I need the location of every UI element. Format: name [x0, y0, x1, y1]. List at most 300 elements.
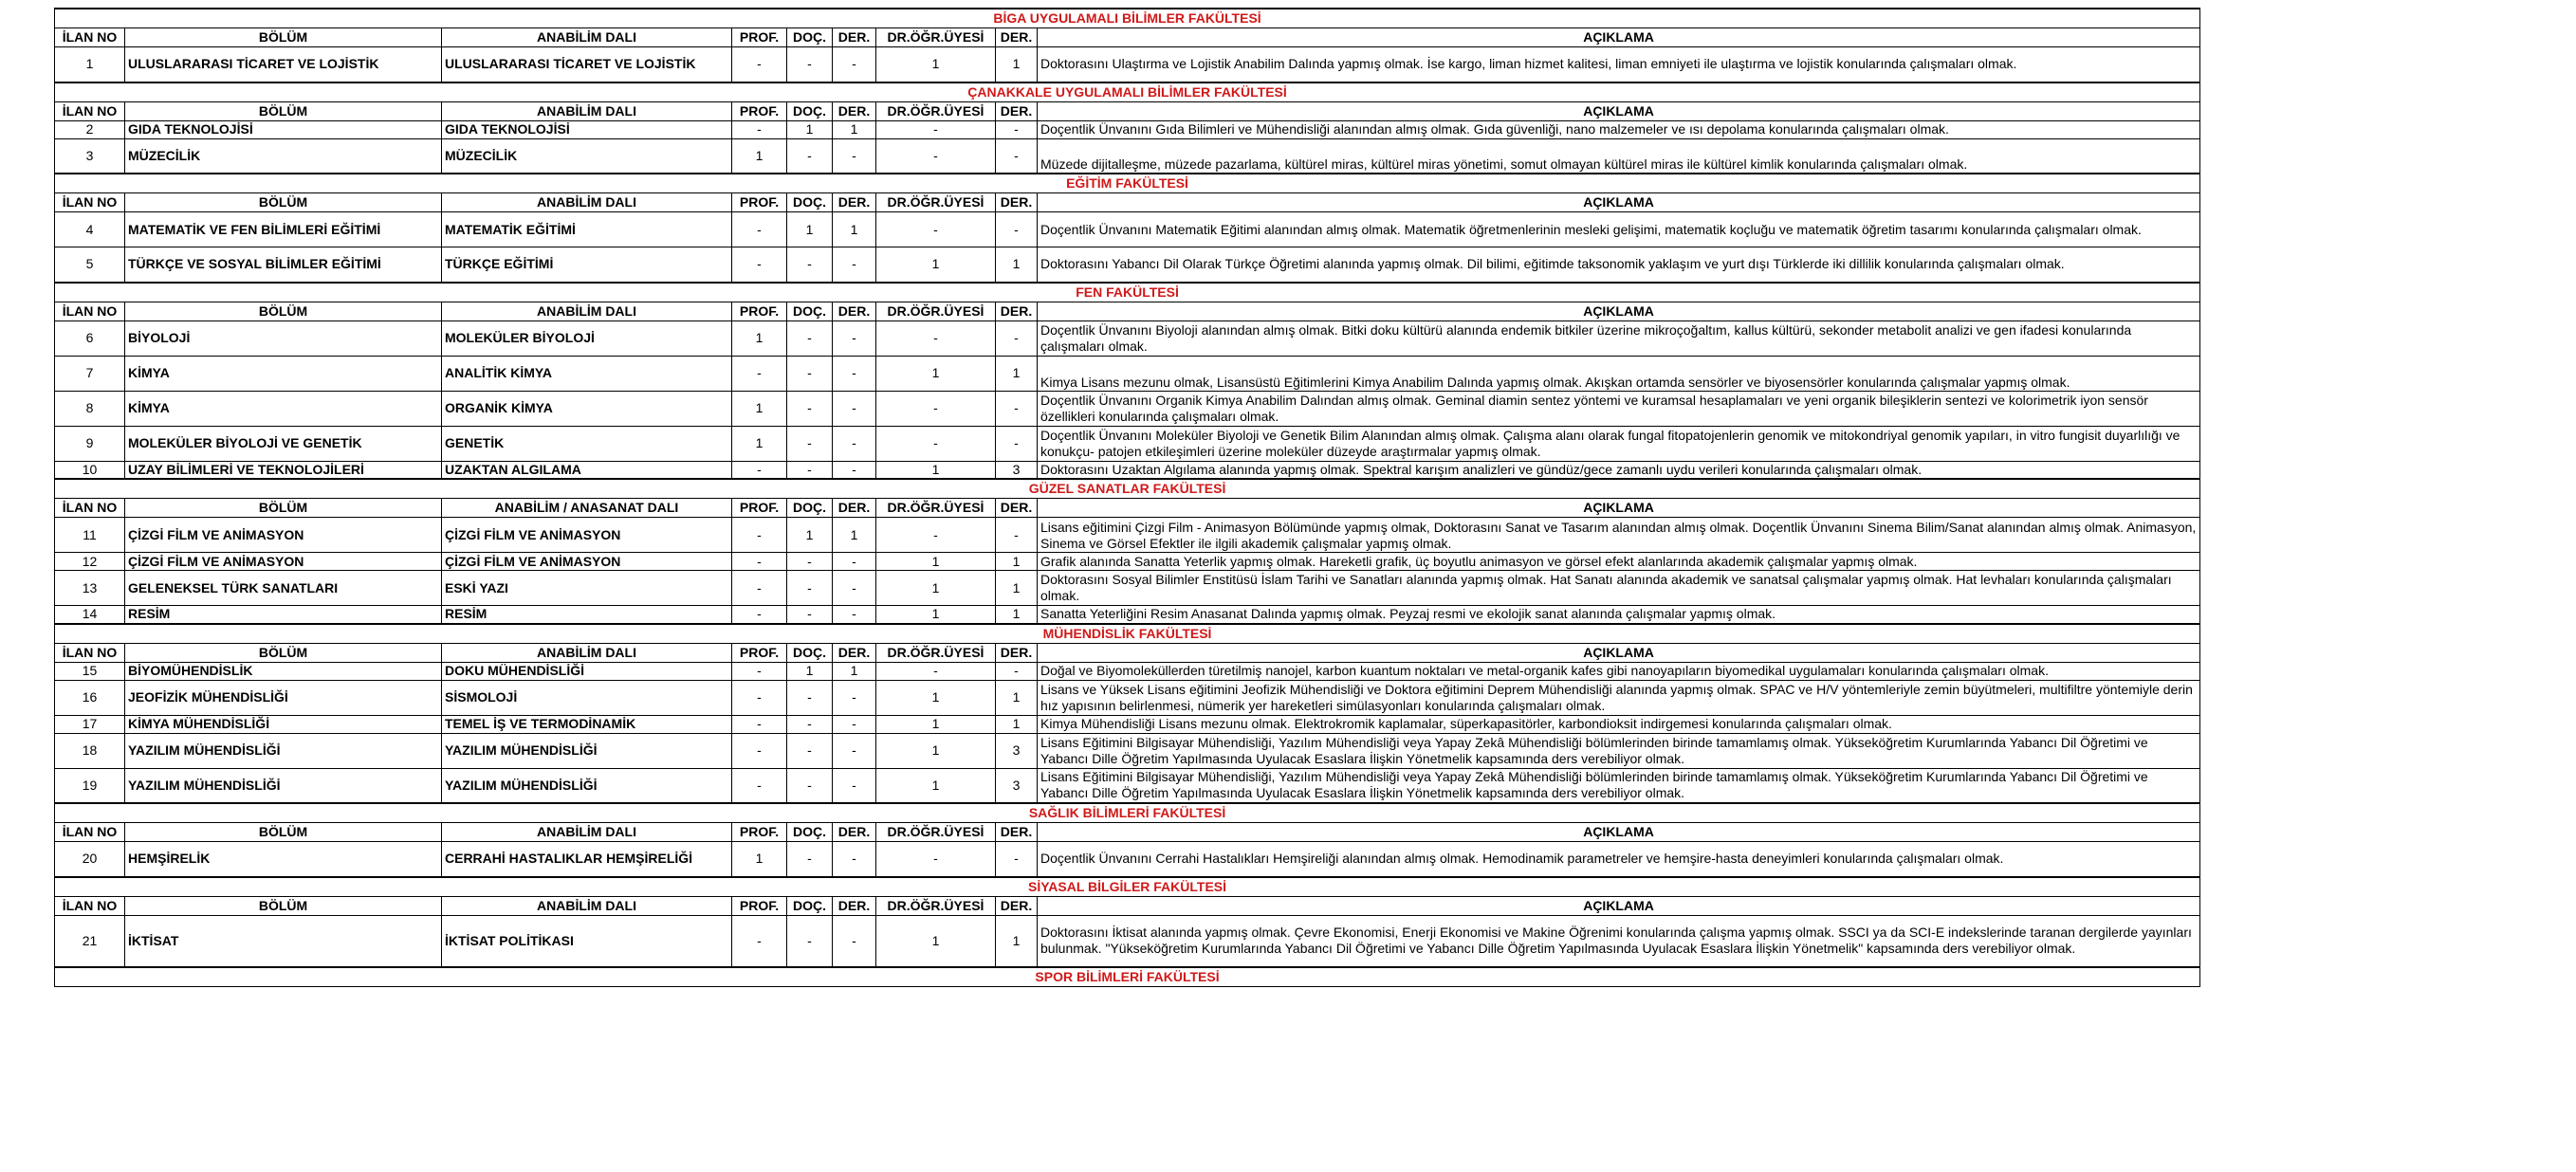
dr-cell: - [876, 662, 996, 680]
der2-cell: 1 [996, 915, 1038, 967]
header-doc: DOÇ. [787, 643, 833, 662]
prof-cell: 1 [732, 842, 787, 877]
der-cell: 1 [833, 120, 876, 138]
ilan-no-cell: 14 [55, 606, 125, 624]
table-row [55, 461, 2200, 479]
der2-cell: 1 [996, 47, 1038, 82]
aciklama-cell: Lisans Eğitimini Bilgisayar Mühendisliği, Yazılım Mühendisliği veya Yapay Zekâ Mühendisliği bölümlerinden birinde tamamlamış olmak. Yükseköğretim Kurumlarında Yabancı Dil Öğretimi ve Yabancı Dille Öğretim Yapılmasında Uyulacak Esaslara İlişkin Yönetmelik kapsamında ders verebiliyor olmak. [1038, 768, 2200, 803]
bolum-cell: TÜRKÇE VE SOSYAL BİLİMLER EĞİTİMİ [125, 247, 442, 283]
anabilim-cell: ULUSLARARASI TİCARET VE LOJİSTİK [442, 47, 732, 82]
table-row [55, 426, 2200, 461]
prof-cell: - [732, 915, 787, 967]
header-der: DER. [833, 28, 876, 47]
header-doc: DOÇ. [787, 896, 833, 915]
dr-cell: 1 [876, 606, 996, 624]
prof-cell: - [732, 680, 787, 715]
header-bolum: BÖLÜM [125, 28, 442, 47]
table-row [55, 247, 2200, 283]
doc-cell: - [787, 733, 833, 768]
faculty-header-row [55, 283, 2200, 302]
ilan-no-cell: 1 [55, 47, 125, 82]
dr-cell: 1 [876, 571, 996, 606]
ilan-no-cell: 21 [55, 915, 125, 967]
table-row [55, 606, 2200, 624]
header-prof: PROF. [732, 643, 787, 662]
table-row [55, 138, 2200, 174]
prof-cell: - [732, 768, 787, 803]
header-anabilim: ANABİLİM DALI [442, 823, 732, 842]
table-row [55, 120, 2200, 138]
der-cell: - [833, 47, 876, 82]
ilan-no-cell: 7 [55, 356, 125, 391]
anabilim-cell: ANALİTİK KİMYA [442, 356, 732, 391]
doc-cell: - [787, 320, 833, 356]
dr-cell: - [876, 391, 996, 426]
ilan-no-cell: 2 [55, 120, 125, 138]
bolum-cell: GIDA TEKNOLOJİSİ [125, 120, 442, 138]
header-prof: PROF. [732, 499, 787, 518]
der-cell: - [833, 733, 876, 768]
header-der: DER. [833, 101, 876, 120]
der2-cell: 1 [996, 553, 1038, 571]
doc-cell: 1 [787, 212, 833, 247]
table-row [55, 571, 2200, 606]
dr-cell: - [876, 138, 996, 174]
table-row [55, 356, 2200, 391]
dr-cell: - [876, 518, 996, 553]
faculty-header-row [55, 803, 2200, 823]
bolum-cell: BİYOMÜHENDİSLİK [125, 662, 442, 680]
header-der2: DER. [996, 499, 1038, 518]
anabilim-cell: MÜZECİLİK [442, 138, 732, 174]
der-cell: 1 [833, 662, 876, 680]
aciklama-cell: Doktorasını Sosyal Bilimler Enstitüsü İslam Tarihi ve Sanatları alanında yapmış olmak. Hat Sanatı alanında akademik ve sanatsal çalışmalar yapmış olmak. Hat levhaları konularında çalışmaları olmak. [1038, 571, 2200, 606]
der2-cell: 3 [996, 768, 1038, 803]
header-prof: PROF. [732, 193, 787, 212]
der-cell: - [833, 606, 876, 624]
table-row [55, 915, 2200, 967]
header-der2: DER. [996, 896, 1038, 915]
dr-cell: - [876, 426, 996, 461]
anabilim-cell: MOLEKÜLER BİYOLOJİ [442, 320, 732, 356]
header-der: DER. [833, 896, 876, 915]
der2-cell: 3 [996, 461, 1038, 479]
faculty-title: MÜHENDİSLİK FAKÜLTESİ [55, 624, 2200, 644]
der2-cell: - [996, 120, 1038, 138]
header-prof: PROF. [732, 302, 787, 320]
ilan-no-cell: 15 [55, 662, 125, 680]
ilan-no-cell: 9 [55, 426, 125, 461]
ilan-no-cell: 6 [55, 320, 125, 356]
faculty-title: GÜZEL SANATLAR FAKÜLTESİ [55, 479, 2200, 499]
aciklama-cell: Doktorasını Yabancı Dil Olarak Türkçe Öğretimi alanında yapmış olmak. Dil bilimi, eğitimde taksonomik yaklaşım ve yurt dışı Türklerde iki dillilik konularında çalışmaları olmak. [1038, 247, 2200, 283]
header-doc: DOÇ. [787, 823, 833, 842]
header-prof: PROF. [732, 823, 787, 842]
prof-cell: - [732, 715, 787, 733]
der2-cell: - [996, 212, 1038, 247]
bolum-cell: KİMYA [125, 391, 442, 426]
anabilim-cell: YAZILIM MÜHENDİSLİĞİ [442, 768, 732, 803]
header-der2: DER. [996, 28, 1038, 47]
announcement-table [54, 8, 2200, 987]
ilan-no-cell: 20 [55, 842, 125, 877]
bolum-cell: KİMYA [125, 356, 442, 391]
anabilim-cell: GIDA TEKNOLOJİSİ [442, 120, 732, 138]
prof-cell: - [732, 518, 787, 553]
der2-cell: - [996, 391, 1038, 426]
der-cell: - [833, 138, 876, 174]
dr-cell: 1 [876, 733, 996, 768]
prof-cell: - [732, 733, 787, 768]
faculty-title: FEN FAKÜLTESİ [55, 283, 2200, 302]
dr-cell: 1 [876, 553, 996, 571]
aciklama-cell: Doçentlik Ünvanını Cerrahi Hastalıkları Hemşireliği alanından almış olmak. Hemodinamik parametreler ve hemşire-hasta deneyimleri konularında çalışmaları olmak. [1038, 842, 2200, 877]
doc-cell: - [787, 680, 833, 715]
anabilim-cell: YAZILIM MÜHENDİSLİĞİ [442, 733, 732, 768]
anabilim-cell: GENETİK [442, 426, 732, 461]
ilan-no-cell: 12 [55, 553, 125, 571]
header-der: DER. [833, 643, 876, 662]
anabilim-cell: SİSMOLOJİ [442, 680, 732, 715]
table-row [55, 391, 2200, 426]
doc-cell: - [787, 391, 833, 426]
table-row [55, 518, 2200, 553]
prof-cell: - [732, 553, 787, 571]
header-bolum: BÖLÜM [125, 193, 442, 212]
faculty-header-row [55, 624, 2200, 644]
doc-cell: - [787, 356, 833, 391]
prof-cell: 1 [732, 391, 787, 426]
aciklama-cell: Grafik alanında Sanatta Yeterlik yapmış olmak. Hareketli grafik, üç boyutlu animasyon ve görsel efekt alanlarında akademik çalışmalar yapmış olmak. [1038, 553, 2200, 571]
der2-cell: 1 [996, 680, 1038, 715]
header-der: DER. [833, 193, 876, 212]
faculty-title: SAĞLIK BİLİMLERİ FAKÜLTESİ [55, 803, 2200, 823]
faculty-title: BİGA UYGULAMALI BİLİMLER FAKÜLTESİ [55, 9, 2200, 28]
header-der2: DER. [996, 101, 1038, 120]
header-bolum: BÖLÜM [125, 499, 442, 518]
der-cell: - [833, 842, 876, 877]
header-anabilim: ANABİLİM DALI [442, 643, 732, 662]
dr-cell: 1 [876, 715, 996, 733]
header-aciklama: AÇIKLAMA [1038, 101, 2200, 120]
header-dr: DR.ÖĞR.ÜYESİ [876, 896, 996, 915]
header-anabilim: ANABİLİM DALI [442, 896, 732, 915]
doc-cell: 1 [787, 518, 833, 553]
doc-cell: - [787, 426, 833, 461]
der-cell: - [833, 391, 876, 426]
table-row [55, 715, 2200, 733]
header-doc: DOÇ. [787, 193, 833, 212]
anabilim-cell: UZAKTAN ALGILAMA [442, 461, 732, 479]
anabilim-cell: DOKU MÜHENDİSLİĞİ [442, 662, 732, 680]
ilan-no-cell: 8 [55, 391, 125, 426]
doc-cell: - [787, 768, 833, 803]
faculty-header-row [55, 174, 2200, 193]
prof-cell: - [732, 461, 787, 479]
prof-cell: - [732, 606, 787, 624]
faculty-header-row [55, 9, 2200, 28]
doc-cell: 1 [787, 662, 833, 680]
header-doc: DOÇ. [787, 302, 833, 320]
header-bolum: BÖLÜM [125, 101, 442, 120]
header-aciklama: AÇIKLAMA [1038, 643, 2200, 662]
der2-cell: 1 [996, 571, 1038, 606]
faculty-header-row [55, 82, 2200, 102]
der2-cell: - [996, 662, 1038, 680]
bolum-cell: İKTİSAT [125, 915, 442, 967]
ilan-no-cell: 3 [55, 138, 125, 174]
header-ilan-no: İLAN NO [55, 643, 125, 662]
header-doc: DOÇ. [787, 499, 833, 518]
der2-cell: - [996, 426, 1038, 461]
bolum-cell: UZAY BİLİMLERİ VE TEKNOLOJİLERİ [125, 461, 442, 479]
header-prof: PROF. [732, 101, 787, 120]
der2-cell: 1 [996, 356, 1038, 391]
der-cell: - [833, 247, 876, 283]
aciklama-cell: Lisans Eğitimini Bilgisayar Mühendisliği, Yazılım Mühendisliği veya Yapay Zekâ Mühendisliği bölümlerinden birinde tamamlamış olmak. Yükseköğretim Kurumlarında Yabancı Dil Öğretimi ve Yabancı Dille Öğretim Yapılmasında Uyulacak Esaslara İlişkin Yönetmelik kapsamında ders verebiliyor olmak. [1038, 733, 2200, 768]
bolum-cell: ÇİZGİ FİLM VE ANİMASYON [125, 518, 442, 553]
column-header-row [55, 499, 2200, 518]
der-cell: - [833, 320, 876, 356]
der2-cell: - [996, 842, 1038, 877]
header-der2: DER. [996, 643, 1038, 662]
aciklama-cell: Doçentlik Ünvanını Organik Kimya Anabilim Dalından almış olmak. Geminal diamin sentez yöntemi ve kuramsal hesaplamaları ve yeni organik bileşiklerin sentezi ve kolorimetrik iyon sensör özellikleri konularında çalışmaları olmak. [1038, 391, 2200, 426]
doc-cell: - [787, 461, 833, 479]
table-row [55, 680, 2200, 715]
aciklama-cell: Lisans ve Yüksek Lisans eğitimini Jeofizik Mühendisliği ve Doktora eğitimini Deprem Mühendisliği alanında yapmış olmak. SPAC ve H/V yöntemleriyle zemin büyütmeleri, multifiltre yöntemiyle derin hız yapısının belirlenmesi, nümerik yer hareketleri simülasyonları konularında çalışmaları olmak. [1038, 680, 2200, 715]
doc-cell: - [787, 715, 833, 733]
bolum-cell: KİMYA MÜHENDİSLİĞİ [125, 715, 442, 733]
anabilim-cell: TÜRKÇE EĞİTİMİ [442, 247, 732, 283]
header-dr: DR.ÖĞR.ÜYESİ [876, 823, 996, 842]
header-anabilim: ANABİLİM / ANASANAT DALI [442, 499, 732, 518]
table-row [55, 842, 2200, 877]
bolum-cell: RESİM [125, 606, 442, 624]
aciklama-cell: Sanatta Yeterliğini Resim Anasanat Dalında yapmış olmak. Peyzaj resmi ve ekolojik sanat alanında çalışmalar yapmış olmak. [1038, 606, 2200, 624]
header-aciklama: AÇIKLAMA [1038, 193, 2200, 212]
aciklama-cell: Doçentlik Ünvanını Matematik Eğitimi alanından almış olmak. Matematik öğretmenlerinin mesleki gelişimi, matematik koçluğu ve matematik öğretim tasarımı konularında çalışmaları olmak. [1038, 212, 2200, 247]
faculty-title: SİYASAL BİLGİLER FAKÜLTESİ [55, 877, 2200, 897]
header-der2: DER. [996, 193, 1038, 212]
der-cell: - [833, 356, 876, 391]
bolum-cell: MATEMATİK VE FEN BİLİMLERİ EĞİTİMİ [125, 212, 442, 247]
dr-cell: 1 [876, 768, 996, 803]
table-row [55, 47, 2200, 82]
table-row [55, 320, 2200, 356]
dr-cell: 1 [876, 915, 996, 967]
der-cell: - [833, 768, 876, 803]
doc-cell: - [787, 138, 833, 174]
anabilim-cell: ESKİ YAZI [442, 571, 732, 606]
doc-cell: - [787, 842, 833, 877]
dr-cell: 1 [876, 247, 996, 283]
ilan-no-cell: 18 [55, 733, 125, 768]
faculty-title: SPOR BİLİMLERİ FAKÜLTESİ [55, 967, 2200, 987]
aciklama-cell: Doğal ve Biyomoleküllerden türetilmiş nanojel, karbon kuantum noktaları ve metal-organik kafes gibi nanoyapıların biyomedikal uygulamaları konularında çalışmaları olmak. [1038, 662, 2200, 680]
faculty-header-row [55, 877, 2200, 897]
bolum-cell: HEMŞİRELİK [125, 842, 442, 877]
header-dr: DR.ÖĞR.ÜYESİ [876, 302, 996, 320]
ilan-no-cell: 5 [55, 247, 125, 283]
aciklama-cell: Kimya Mühendisliği Lisans mezunu olmak. Elektrokromik kaplamalar, süperkapasitörler, karbondioksit indirgemesi konularında çalışmaları olmak. [1038, 715, 2200, 733]
der-cell: - [833, 680, 876, 715]
column-header-row [55, 823, 2200, 842]
ilan-no-cell: 17 [55, 715, 125, 733]
der-cell: - [833, 715, 876, 733]
aciklama-cell: Lisans eğitimini Çizgi Film - Animasyon Bölümünde yapmış olmak, Doktorasını Sanat ve Tasarım alanından almış olmak. Doçentlik Ünvanını Sinema Bilim/Sanat alanından almış olmak. Animasyon, Sinema ve Görsel Efektler ile ilgili akademik çalışmalar yapmış olmak. [1038, 518, 2200, 553]
dr-cell: 1 [876, 356, 996, 391]
der-cell: - [833, 915, 876, 967]
header-dr: DR.ÖĞR.ÜYESİ [876, 499, 996, 518]
der-cell: 1 [833, 518, 876, 553]
header-doc: DOÇ. [787, 101, 833, 120]
der-cell: 1 [833, 212, 876, 247]
header-aciklama: AÇIKLAMA [1038, 28, 2200, 47]
anabilim-cell: ÇİZGİ FİLM VE ANİMASYON [442, 553, 732, 571]
dr-cell: - [876, 212, 996, 247]
header-aciklama: AÇIKLAMA [1038, 302, 2200, 320]
bolum-cell: MÜZECİLİK [125, 138, 442, 174]
bolum-cell: YAZILIM MÜHENDİSLİĞİ [125, 733, 442, 768]
header-dr: DR.ÖĞR.ÜYESİ [876, 101, 996, 120]
header-anabilim: ANABİLİM DALI [442, 193, 732, 212]
header-ilan-no: İLAN NO [55, 101, 125, 120]
dr-cell: 1 [876, 47, 996, 82]
dr-cell: - [876, 842, 996, 877]
header-aciklama: AÇIKLAMA [1038, 499, 2200, 518]
header-anabilim: ANABİLİM DALI [442, 302, 732, 320]
table-row [55, 733, 2200, 768]
header-prof: PROF. [732, 896, 787, 915]
header-ilan-no: İLAN NO [55, 193, 125, 212]
header-ilan-no: İLAN NO [55, 896, 125, 915]
doc-cell: - [787, 606, 833, 624]
header-doc: DOÇ. [787, 28, 833, 47]
ilan-no-cell: 4 [55, 212, 125, 247]
column-header-row [55, 28, 2200, 47]
header-ilan-no: İLAN NO [55, 823, 125, 842]
header-dr: DR.ÖĞR.ÜYESİ [876, 28, 996, 47]
column-header-row [55, 101, 2200, 120]
dr-cell: 1 [876, 461, 996, 479]
bolum-cell: JEOFİZİK MÜHENDİSLİĞİ [125, 680, 442, 715]
header-dr: DR.ÖĞR.ÜYESİ [876, 193, 996, 212]
header-der: DER. [833, 823, 876, 842]
header-bolum: BÖLÜM [125, 896, 442, 915]
prof-cell: - [732, 47, 787, 82]
anabilim-cell: TEMEL İŞ VE TERMODİNAMİK [442, 715, 732, 733]
header-ilan-no: İLAN NO [55, 499, 125, 518]
bolum-cell: BİYOLOJİ [125, 320, 442, 356]
aciklama-cell: Doktorasını Ulaştırma ve Lojistik Anabilim Dalında yapmış olmak. İse kargo, liman hizmet kalitesi, liman emniyeti ile ulaştırma ve lojistik konularında çalışmaları olmak. [1038, 47, 2200, 82]
prof-cell: - [732, 356, 787, 391]
der-cell: - [833, 571, 876, 606]
doc-cell: - [787, 571, 833, 606]
faculty-title: EĞİTİM FAKÜLTESİ [55, 174, 2200, 193]
header-aciklama: AÇIKLAMA [1038, 823, 2200, 842]
doc-cell: - [787, 247, 833, 283]
doc-cell: 1 [787, 120, 833, 138]
header-anabilim: ANABİLİM DALI [442, 101, 732, 120]
anabilim-cell: RESİM [442, 606, 732, 624]
table-row [55, 768, 2200, 803]
prof-cell: - [732, 247, 787, 283]
doc-cell: - [787, 915, 833, 967]
der2-cell: 3 [996, 733, 1038, 768]
ilan-no-cell: 13 [55, 571, 125, 606]
der2-cell: 1 [996, 247, 1038, 283]
header-ilan-no: İLAN NO [55, 28, 125, 47]
column-header-row [55, 193, 2200, 212]
bolum-cell: ULUSLARARASI TİCARET VE LOJİSTİK [125, 47, 442, 82]
header-bolum: BÖLÜM [125, 643, 442, 662]
anabilim-cell: MATEMATİK EĞİTİMİ [442, 212, 732, 247]
aciklama-cell: Doçentlik Ünvanını Moleküler Biyoloji ve Genetik Bilim Alanından almış olmak. Çalışma alanı olarak fungal fitopatojenlerin genomik ve mitokondriyal genomik yapıları, in vitro fungisit duyarlılığı ve konukçu- patojen etkileşimleri üzerine moleküler düzeyde araştırmalar yapmış olmak. [1038, 426, 2200, 461]
column-header-row [55, 643, 2200, 662]
aciklama-cell: Doktorasını Uzaktan Algılama alanında yapmış olmak. Spektral karışım analizleri ve gündüz/gece zamanlı uydu verileri konularında çalışmaları olmak. [1038, 461, 2200, 479]
header-bolum: BÖLÜM [125, 302, 442, 320]
faculty-title: ÇANAKKALE UYGULAMALI BİLİMLER FAKÜLTESİ [55, 82, 2200, 102]
table-row [55, 212, 2200, 247]
header-der2: DER. [996, 302, 1038, 320]
table-row [55, 662, 2200, 680]
aciklama-cell: Kimya Lisans mezunu olmak, Lisansüstü Eğitimlerini Kimya Anabilim Dalında yapmış olmak. Akışkan ortamda sensörler ve biyosensörler konularında çalışmalar yapmış olmak. [1038, 356, 2200, 391]
der2-cell: - [996, 138, 1038, 174]
dr-cell: - [876, 120, 996, 138]
header-prof: PROF. [732, 28, 787, 47]
der-cell: - [833, 461, 876, 479]
prof-cell: 1 [732, 138, 787, 174]
header-der: DER. [833, 499, 876, 518]
bolum-cell: YAZILIM MÜHENDİSLİĞİ [125, 768, 442, 803]
anabilim-cell: ORGANİK KİMYA [442, 391, 732, 426]
bolum-cell: GELENEKSEL TÜRK SANATLARI [125, 571, 442, 606]
ilan-no-cell: 11 [55, 518, 125, 553]
prof-cell: - [732, 662, 787, 680]
header-der2: DER. [996, 823, 1038, 842]
header-der: DER. [833, 302, 876, 320]
anabilim-cell: CERRAHİ HASTALIKLAR HEMŞİRELİĞİ [442, 842, 732, 877]
der-cell: - [833, 426, 876, 461]
anabilim-cell: İKTİSAT POLİTİKASI [442, 915, 732, 967]
header-dr: DR.ÖĞR.ÜYESİ [876, 643, 996, 662]
prof-cell: - [732, 120, 787, 138]
der-cell: - [833, 553, 876, 571]
column-header-row [55, 302, 2200, 320]
header-bolum: BÖLÜM [125, 823, 442, 842]
der2-cell: - [996, 320, 1038, 356]
ilan-no-cell: 10 [55, 461, 125, 479]
dr-cell: 1 [876, 680, 996, 715]
aciklama-cell: Doçentlik Ünvanını Gıda Bilimleri ve Mühendisliği alanından almış olmak. Gıda güvenliği, nano malzemeler ve ısı depolama konularında çalışmaları olmak. [1038, 120, 2200, 138]
header-aciklama: AÇIKLAMA [1038, 896, 2200, 915]
aciklama-cell: Doçentlik Ünvanını Biyoloji alanından almış olmak. Bitki doku kültürü alanında endemik bitkiler üzerine mikroçoğaltım, kallus kültürü, sekonder metabolit analizi ve gen ifadesi konularında çalışmaları olmak. [1038, 320, 2200, 356]
faculty-header-row [55, 967, 2200, 987]
der2-cell: 1 [996, 606, 1038, 624]
prof-cell: 1 [732, 320, 787, 356]
header-anabilim: ANABİLİM DALI [442, 28, 732, 47]
aciklama-cell: Doktorasını İktisat alanında yapmış olmak. Çevre Ekonomisi, Enerji Ekonomisi ve Makine Öğrenimi konularında çalışma yapmış olmak. SSCI ya da SCI-E indekslerinde taranan dergilerde yayınları bulunmak. "Yükseköğretim Kurumlarında Yabancı Dil Öğretimi ve Yabancı Dille Öğretim Yapılmasında Uyulacak Esaslara İlişkin Yönetmelik" kapsamında ders verebiliyor olmak. [1038, 915, 2200, 967]
der2-cell: - [996, 518, 1038, 553]
table-row [55, 553, 2200, 571]
ilan-no-cell: 19 [55, 768, 125, 803]
aciklama-cell: Müzede dijitalleşme, müzede pazarlama, kültürel miras, kültürel miras yönetimi, somut olmayan kültürel miras ile kültürel kimlik konularında çalışmaları olmak. [1038, 138, 2200, 174]
faculty-header-row [55, 479, 2200, 499]
prof-cell: - [732, 571, 787, 606]
bolum-cell: MOLEKÜLER BİYOLOJİ VE GENETİK [125, 426, 442, 461]
column-header-row [55, 896, 2200, 915]
dr-cell: - [876, 320, 996, 356]
